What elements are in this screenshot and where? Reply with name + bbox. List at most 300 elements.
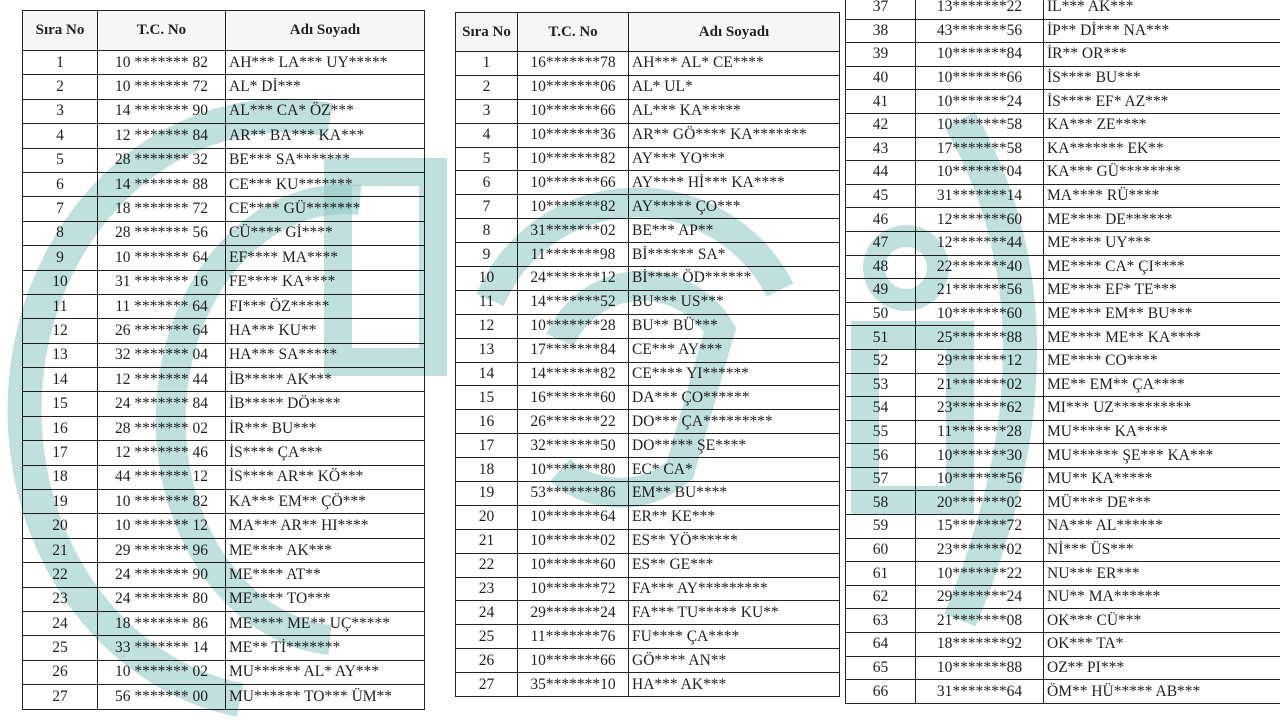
cell-sira-no: 64: [846, 633, 916, 657]
cell-adi-soyadi: ME** Tİ*******: [226, 636, 425, 660]
cell-sira-no: 22: [456, 553, 518, 577]
table-row: [846, 137, 1280, 161]
cell-adi-soyadi: CE*** AY***: [629, 338, 840, 362]
cell-sira-no: 66: [846, 680, 916, 704]
cell-tc-no: 32 ******* 04: [98, 343, 226, 367]
cell-adi-soyadi: ME**** ME** UÇ*****: [226, 611, 425, 635]
table-row: [456, 314, 840, 338]
table-row: [846, 562, 1280, 586]
cell-tc-no: 11 ******* 64: [98, 294, 226, 318]
cell-tc-no: 26*******22: [518, 410, 629, 434]
cell-tc-no: 10 ******* 82: [98, 51, 226, 75]
cell-tc-no: 24*******12: [518, 267, 629, 291]
cell-sira-no: 1: [456, 52, 518, 76]
cell-adi-soyadi: ME**** UY***: [1044, 231, 1280, 255]
cell-sira-no: 19: [23, 490, 98, 514]
cell-sira-no: 20: [456, 505, 518, 529]
table-row: [456, 434, 840, 458]
table-row: [456, 482, 840, 506]
cell-sira-no: 50: [846, 302, 916, 326]
cell-tc-no: 24 ******* 84: [98, 392, 226, 416]
cell-sira-no: 9: [23, 246, 98, 270]
cell-sira-no: 7: [23, 197, 98, 221]
cell-sira-no: 17: [456, 434, 518, 458]
table-row: [846, 633, 1280, 657]
table-row: [23, 685, 425, 709]
cell-sira-no: 18: [23, 465, 98, 489]
table-row: [846, 397, 1280, 421]
cell-adi-soyadi: CE**** GÜ*******: [226, 197, 425, 221]
results-table-3: [845, 0, 1280, 704]
cell-sira-no: 21: [23, 538, 98, 562]
cell-adi-soyadi: ME**** TO***: [226, 587, 425, 611]
table-row: [456, 601, 840, 625]
cell-tc-no: 12*******44: [916, 231, 1044, 255]
cell-tc-no: 10*******88: [916, 656, 1044, 680]
cell-tc-no: 10 ******* 12: [98, 514, 226, 538]
cell-sira-no: 48: [846, 255, 916, 279]
cell-tc-no: 33 ******* 14: [98, 636, 226, 660]
cell-sira-no: 8: [23, 221, 98, 245]
cell-adi-soyadi: HA*** SA*****: [226, 343, 425, 367]
cell-adi-soyadi: MI*** UZ**********: [1044, 397, 1280, 421]
cell-sira-no: 2: [23, 75, 98, 99]
cell-sira-no: 19: [456, 482, 518, 506]
cell-tc-no: 43*******56: [916, 19, 1044, 43]
table-row: [23, 270, 425, 294]
table-row: [23, 611, 425, 635]
cell-tc-no: 10*******06: [518, 75, 629, 99]
cell-adi-soyadi: AR** BA*** KA***: [226, 124, 425, 148]
cell-tc-no: 10*******82: [518, 147, 629, 171]
table-row: [456, 52, 840, 76]
table-row: [456, 458, 840, 482]
cell-adi-soyadi: AR** GÖ**** KA*******: [629, 123, 840, 147]
cell-sira-no: 13: [456, 338, 518, 362]
cell-adi-soyadi: CE*** KU*******: [226, 172, 425, 196]
table-row: [456, 123, 840, 147]
cell-tc-no: 56 ******* 00: [98, 685, 226, 709]
cell-tc-no: 10 ******* 64: [98, 246, 226, 270]
cell-sira-no: 11: [23, 294, 98, 318]
cell-sira-no: 44: [846, 161, 916, 185]
cell-tc-no: 16*******78: [518, 52, 629, 76]
results-table-2: [455, 12, 840, 697]
cell-tc-no: 12 ******* 44: [98, 368, 226, 392]
table-row: [23, 441, 425, 465]
cell-tc-no: 14*******52: [518, 290, 629, 314]
cell-adi-soyadi: GÖ**** AN**: [629, 649, 840, 673]
table-row: [23, 294, 425, 318]
cell-sira-no: 16: [456, 410, 518, 434]
cell-sira-no: 14: [456, 362, 518, 386]
cell-tc-no: 10*******82: [518, 195, 629, 219]
cell-tc-no: 21*******02: [916, 373, 1044, 397]
header-adi-soyadi: Adı Soyadı: [629, 13, 840, 52]
cell-sira-no: 45: [846, 184, 916, 208]
table-row: [846, 609, 1280, 633]
table-row: [23, 514, 425, 538]
cell-sira-no: 37: [846, 0, 916, 19]
cell-sira-no: 6: [23, 172, 98, 196]
cell-adi-soyadi: MU***** KA****: [1044, 420, 1280, 444]
cell-sira-no: 2: [456, 75, 518, 99]
header-sira-no: Sıra No: [23, 11, 98, 51]
cell-tc-no: 12 ******* 46: [98, 441, 226, 465]
cell-sira-no: 65: [846, 656, 916, 680]
cell-adi-soyadi: AH*** LA*** UY*****: [226, 51, 425, 75]
table-row: [456, 410, 840, 434]
table-row: [456, 625, 840, 649]
cell-tc-no: 10*******66: [518, 649, 629, 673]
table-row: [846, 208, 1280, 232]
cell-adi-soyadi: ME**** CA* ÇI****: [1044, 255, 1280, 279]
cell-adi-soyadi: FU**** ÇA****: [629, 625, 840, 649]
cell-sira-no: 14: [23, 368, 98, 392]
cell-sira-no: 39: [846, 43, 916, 67]
cell-tc-no: 11*******28: [916, 420, 1044, 444]
table-row: [846, 19, 1280, 43]
cell-adi-soyadi: ME**** EM** BU***: [1044, 302, 1280, 326]
cell-adi-soyadi: KA*** ZE****: [1044, 113, 1280, 137]
cell-adi-soyadi: FI*** ÖZ*****: [226, 294, 425, 318]
cell-sira-no: 38: [846, 19, 916, 43]
cell-adi-soyadi: ER** KE***: [629, 505, 840, 529]
cell-tc-no: 10*******36: [518, 123, 629, 147]
cell-adi-soyadi: AY***** ÇO***: [629, 195, 840, 219]
cell-sira-no: 49: [846, 279, 916, 303]
cell-adi-soyadi: BU*** US***: [629, 290, 840, 314]
cell-sira-no: 25: [23, 636, 98, 660]
cell-tc-no: 28 ******* 02: [98, 416, 226, 440]
cell-adi-soyadi: AL*** CA* ÖZ***: [226, 99, 425, 123]
cell-adi-soyadi: KA*** GÜ********: [1044, 161, 1280, 185]
header-sira-no: Sıra No: [456, 13, 518, 52]
cell-sira-no: 47: [846, 231, 916, 255]
cell-tc-no: 18*******92: [916, 633, 1044, 657]
cell-sira-no: 17: [23, 441, 98, 465]
cell-adi-soyadi: Nİ*** ÜS***: [1044, 538, 1280, 562]
cell-sira-no: 55: [846, 420, 916, 444]
cell-sira-no: 52: [846, 349, 916, 373]
table-row: [23, 197, 425, 221]
cell-sira-no: 12: [23, 319, 98, 343]
cell-adi-soyadi: KA*** EM** ÇÖ***: [226, 490, 425, 514]
cell-adi-soyadi: ÖM** HÜ***** AB***: [1044, 680, 1280, 704]
cell-tc-no: 10*******04: [916, 161, 1044, 185]
table-row: [23, 221, 425, 245]
cell-sira-no: 23: [23, 587, 98, 611]
cell-tc-no: 14 ******* 88: [98, 172, 226, 196]
cell-adi-soyadi: ME**** AT**: [226, 563, 425, 587]
cell-adi-soyadi: MU****** TO*** ÜM**: [226, 685, 425, 709]
cell-adi-soyadi: NU** MA******: [1044, 585, 1280, 609]
table-row: [456, 553, 840, 577]
cell-adi-soyadi: Bİ**** ÖD******: [629, 267, 840, 291]
cell-tc-no: 17*******58: [916, 137, 1044, 161]
cell-tc-no: 11*******98: [518, 243, 629, 267]
table-row: [23, 172, 425, 196]
table-row: [846, 349, 1280, 373]
cell-tc-no: 35*******10: [518, 673, 629, 697]
table-header-row: [23, 11, 425, 51]
cell-tc-no: 10 ******* 72: [98, 75, 226, 99]
table-row: [456, 171, 840, 195]
cell-sira-no: 3: [456, 99, 518, 123]
cell-sira-no: 46: [846, 208, 916, 232]
cell-sira-no: 63: [846, 609, 916, 633]
cell-tc-no: 10*******66: [518, 99, 629, 123]
cell-adi-soyadi: NU*** ER***: [1044, 562, 1280, 586]
header-tc-no: T.C. No: [98, 11, 226, 51]
table-row: [846, 585, 1280, 609]
cell-sira-no: 13: [23, 343, 98, 367]
cell-adi-soyadi: OK*** CÜ***: [1044, 609, 1280, 633]
cell-tc-no: 28 ******* 32: [98, 148, 226, 172]
cell-adi-soyadi: FA*** TU***** KU**: [629, 601, 840, 625]
cell-adi-soyadi: Bİ****** SA*: [629, 243, 840, 267]
table-row: [846, 515, 1280, 539]
cell-tc-no: 23*******62: [916, 397, 1044, 421]
table-row: [846, 373, 1280, 397]
table-row: [846, 326, 1280, 350]
cell-adi-soyadi: MA**** RÜ****: [1044, 184, 1280, 208]
cell-sira-no: 23: [456, 577, 518, 601]
cell-tc-no: 12 ******* 84: [98, 124, 226, 148]
cell-adi-soyadi: EC* CA*: [629, 458, 840, 482]
cell-sira-no: 4: [456, 123, 518, 147]
cell-adi-soyadi: AL*** KA*****: [629, 99, 840, 123]
cell-adi-soyadi: ME**** CO****: [1044, 349, 1280, 373]
table-row: [846, 420, 1280, 444]
cell-adi-soyadi: ME**** AK***: [226, 538, 425, 562]
header-adi-soyadi: Adı Soyadı: [226, 11, 425, 51]
cell-sira-no: 43: [846, 137, 916, 161]
cell-adi-soyadi: KA******* EK**: [1044, 137, 1280, 161]
table-row: [23, 148, 425, 172]
cell-adi-soyadi: MÜ**** DE***: [1044, 491, 1280, 515]
table-row: [23, 392, 425, 416]
table-row: [456, 195, 840, 219]
cell-sira-no: 5: [456, 147, 518, 171]
cell-adi-soyadi: BU** BÜ***: [629, 314, 840, 338]
cell-tc-no: 21*******56: [916, 279, 1044, 303]
cell-adi-soyadi: CE**** YI******: [629, 362, 840, 386]
cell-adi-soyadi: HA*** KU**: [226, 319, 425, 343]
cell-tc-no: 10*******58: [916, 113, 1044, 137]
table-row: [846, 66, 1280, 90]
table-row: [846, 43, 1280, 67]
cell-tc-no: 21*******08: [916, 609, 1044, 633]
cell-tc-no: 10*******02: [518, 529, 629, 553]
table-row: [23, 416, 425, 440]
cell-tc-no: 10*******84: [916, 43, 1044, 67]
cell-tc-no: 10*******30: [916, 444, 1044, 468]
cell-sira-no: 24: [456, 601, 518, 625]
cell-sira-no: 15: [456, 386, 518, 410]
cell-adi-soyadi: ME**** ME** KA****: [1044, 326, 1280, 350]
table-row: [456, 673, 840, 697]
cell-tc-no: 14*******82: [518, 362, 629, 386]
cell-adi-soyadi: DO***** ŞE****: [629, 434, 840, 458]
cell-tc-no: 18 ******* 72: [98, 197, 226, 221]
table-row: [23, 99, 425, 123]
cell-sira-no: 54: [846, 397, 916, 421]
table-row: [846, 184, 1280, 208]
cell-tc-no: 28 ******* 56: [98, 221, 226, 245]
table-row: [23, 563, 425, 587]
cell-adi-soyadi: ES** GE***: [629, 553, 840, 577]
table-row: [23, 587, 425, 611]
cell-sira-no: 12: [456, 314, 518, 338]
header-tc-no: T.C. No: [518, 13, 629, 52]
cell-adi-soyadi: AY*** YO***: [629, 147, 840, 171]
cell-adi-soyadi: İP** Dİ*** NA***: [1044, 19, 1280, 43]
table-row: [456, 362, 840, 386]
cell-tc-no: 10*******56: [916, 467, 1044, 491]
cell-adi-soyadi: ME**** DE******: [1044, 208, 1280, 232]
cell-adi-soyadi: İB***** AK***: [226, 368, 425, 392]
cell-sira-no: 60: [846, 538, 916, 562]
cell-tc-no: 10*******28: [518, 314, 629, 338]
cell-sira-no: 7: [456, 195, 518, 219]
cell-tc-no: 44 ******* 12: [98, 465, 226, 489]
table-row: [456, 577, 840, 601]
cell-tc-no: 24 ******* 90: [98, 563, 226, 587]
cell-tc-no: 29*******24: [518, 601, 629, 625]
table-row: [23, 51, 425, 75]
table-row: [23, 75, 425, 99]
cell-tc-no: 16*******60: [518, 386, 629, 410]
cell-sira-no: 56: [846, 444, 916, 468]
cell-sira-no: 6: [456, 171, 518, 195]
table-row: [456, 529, 840, 553]
cell-sira-no: 51: [846, 326, 916, 350]
table-row: [23, 490, 425, 514]
table-row: [23, 368, 425, 392]
cell-adi-soyadi: HA*** AK***: [629, 673, 840, 697]
cell-adi-soyadi: BE*** AP**: [629, 219, 840, 243]
cell-tc-no: 10*******66: [916, 66, 1044, 90]
cell-adi-soyadi: FA*** AY*********: [629, 577, 840, 601]
cell-sira-no: 3: [23, 99, 98, 123]
cell-tc-no: 29 ******* 96: [98, 538, 226, 562]
cell-tc-no: 25*******88: [916, 326, 1044, 350]
cell-sira-no: 1: [23, 51, 98, 75]
table-row: [23, 124, 425, 148]
cell-adi-soyadi: İS**** EF* AZ***: [1044, 90, 1280, 114]
table-row: [23, 319, 425, 343]
cell-adi-soyadi: BE*** SA*******: [226, 148, 425, 172]
cell-tc-no: 13*******22: [916, 0, 1044, 19]
cell-sira-no: 24: [23, 611, 98, 635]
cell-adi-soyadi: DA*** ÇO******: [629, 386, 840, 410]
table-row: [456, 99, 840, 123]
cell-sira-no: 26: [23, 660, 98, 684]
cell-sira-no: 57: [846, 467, 916, 491]
cell-adi-soyadi: İL*** AK***: [1044, 0, 1280, 19]
cell-tc-no: 14 ******* 90: [98, 99, 226, 123]
cell-adi-soyadi: İR*** BU***: [226, 416, 425, 440]
cell-adi-soyadi: ME**** EF* TE***: [1044, 279, 1280, 303]
table-row: [456, 219, 840, 243]
cell-sira-no: 10: [456, 267, 518, 291]
cell-sira-no: 20: [23, 514, 98, 538]
cell-adi-soyadi: OZ** PI***: [1044, 656, 1280, 680]
cell-sira-no: 27: [23, 685, 98, 709]
cell-adi-soyadi: EM** BU****: [629, 482, 840, 506]
cell-sira-no: 9: [456, 243, 518, 267]
cell-tc-no: 10*******60: [916, 302, 1044, 326]
cell-sira-no: 4: [23, 124, 98, 148]
cell-sira-no: 8: [456, 219, 518, 243]
cell-sira-no: 62: [846, 585, 916, 609]
table-row: [846, 0, 1280, 19]
cell-sira-no: 25: [456, 625, 518, 649]
cell-sira-no: 53: [846, 373, 916, 397]
cell-tc-no: 10*******64: [518, 505, 629, 529]
table-row: [456, 290, 840, 314]
cell-adi-soyadi: DO*** ÇA*********: [629, 410, 840, 434]
cell-tc-no: 31*******14: [916, 184, 1044, 208]
cell-sira-no: 21: [456, 529, 518, 553]
table-row: [456, 75, 840, 99]
cell-adi-soyadi: ES** YÖ******: [629, 529, 840, 553]
results-table-1: [22, 10, 425, 710]
table-row: [846, 444, 1280, 468]
cell-adi-soyadi: AL* Dİ***: [226, 75, 425, 99]
table-row: [846, 279, 1280, 303]
cell-tc-no: 20*******02: [916, 491, 1044, 515]
cell-tc-no: 18 ******* 86: [98, 611, 226, 635]
table-row: [23, 636, 425, 660]
cell-sira-no: 26: [456, 649, 518, 673]
cell-sira-no: 18: [456, 458, 518, 482]
cell-tc-no: 10*******80: [518, 458, 629, 482]
cell-adi-soyadi: MA*** AR** HI****: [226, 514, 425, 538]
cell-adi-soyadi: FE**** KA****: [226, 270, 425, 294]
table-row: [23, 660, 425, 684]
cell-adi-soyadi: İS**** AR** KÖ***: [226, 465, 425, 489]
cell-tc-no: 32*******50: [518, 434, 629, 458]
cell-adi-soyadi: MU****** ŞE*** KA***: [1044, 444, 1280, 468]
cell-tc-no: 29*******24: [916, 585, 1044, 609]
cell-tc-no: 24 ******* 80: [98, 587, 226, 611]
table-row: [456, 338, 840, 362]
table-row: [846, 680, 1280, 704]
cell-tc-no: 29*******12: [916, 349, 1044, 373]
cell-tc-no: 26 ******* 64: [98, 319, 226, 343]
cell-tc-no: 10*******22: [916, 562, 1044, 586]
cell-sira-no: 27: [456, 673, 518, 697]
cell-adi-soyadi: İR** OR***: [1044, 43, 1280, 67]
table-row: [456, 386, 840, 410]
cell-adi-soyadi: NA*** AL******: [1044, 515, 1280, 539]
cell-tc-no: 10 ******* 82: [98, 490, 226, 514]
table-row: [23, 246, 425, 270]
table-row: [846, 538, 1280, 562]
table-row: [846, 113, 1280, 137]
table-row: [846, 161, 1280, 185]
cell-tc-no: 23*******02: [916, 538, 1044, 562]
cell-tc-no: 15*******72: [916, 515, 1044, 539]
cell-tc-no: 31*******02: [518, 219, 629, 243]
table-row: [456, 505, 840, 529]
table-row: [23, 465, 425, 489]
cell-sira-no: 40: [846, 66, 916, 90]
table-row: [23, 343, 425, 367]
cell-sira-no: 15: [23, 392, 98, 416]
